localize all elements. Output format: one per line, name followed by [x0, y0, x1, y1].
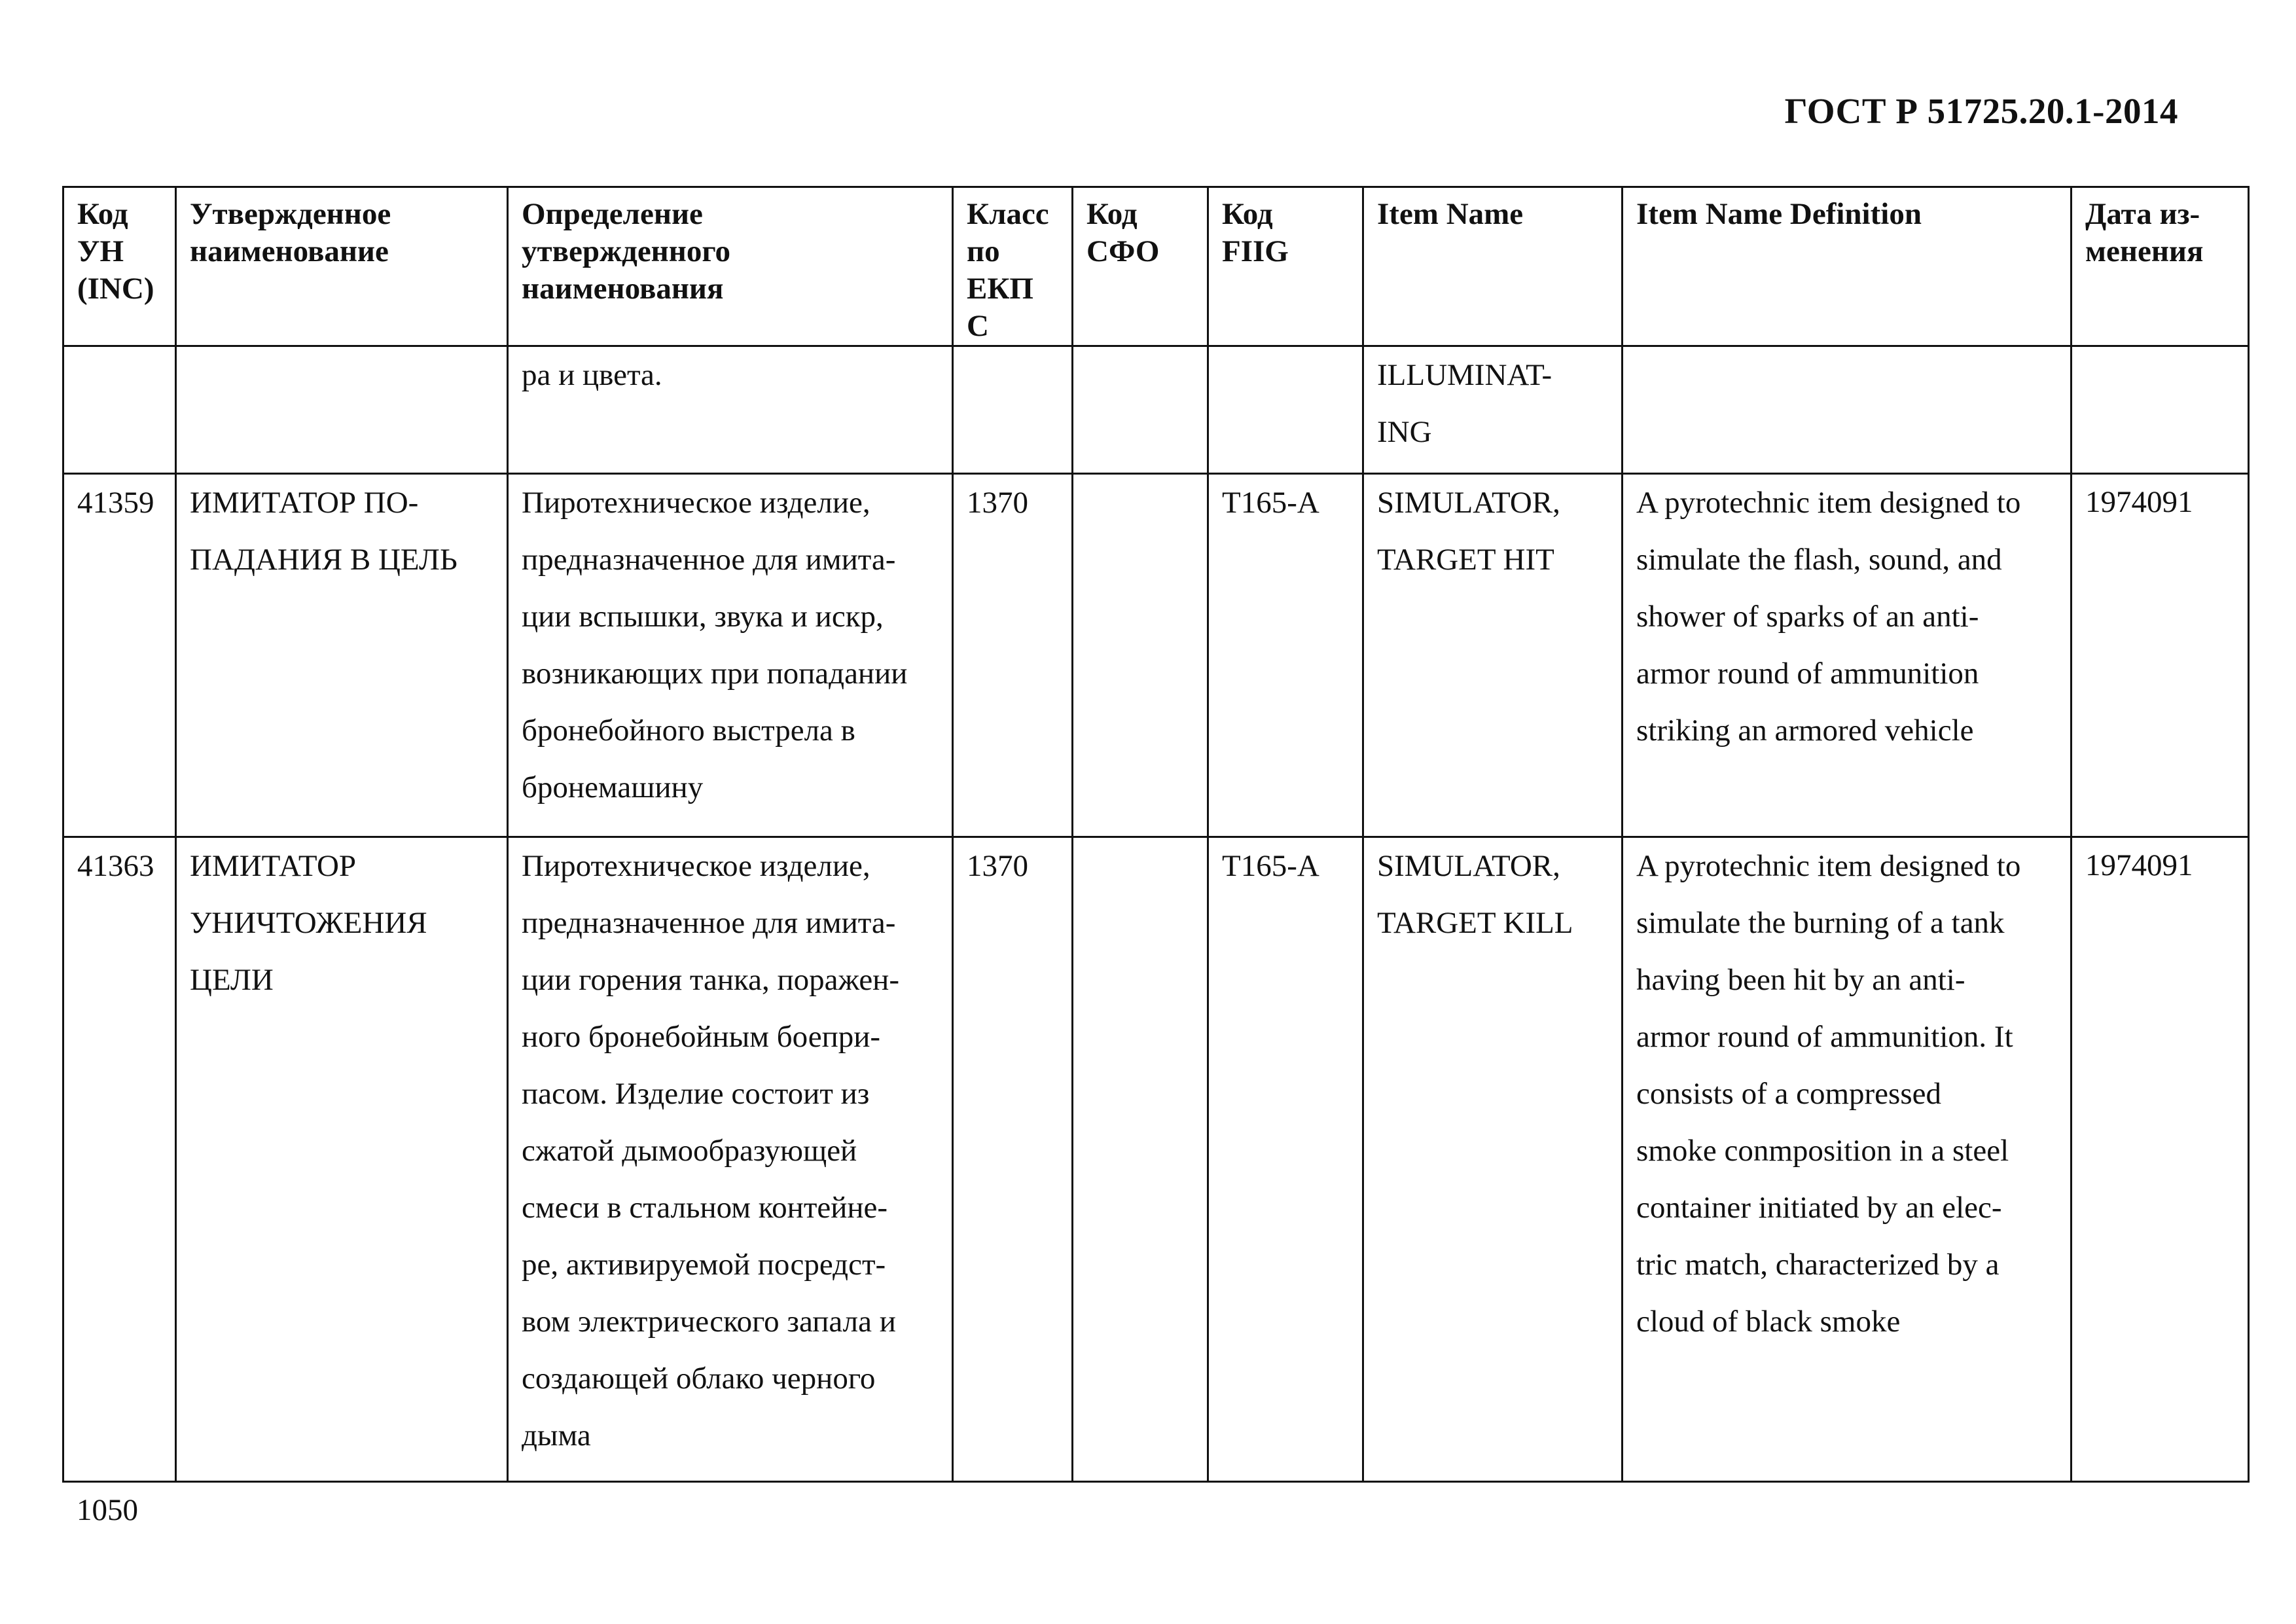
- cell-item-name: SIMULATOR, TARGET HIT: [1363, 474, 1623, 837]
- header-code-fiig: Код FIIG: [1208, 187, 1363, 346]
- cell-definition: ра и цвета.: [508, 346, 953, 474]
- header-code-inc: Код УН (INC): [63, 187, 176, 346]
- table-row: [63, 474, 2249, 837]
- cell-item-name-definition: A pyrotechnic item designed to simulate the flash, sound, and shower of sparks of an anti- armor round of ammunition striking an armored vehicle: [1623, 474, 2072, 837]
- cell-class-ekps: 1370: [953, 474, 1073, 837]
- cell-change-date: 1974091: [2072, 474, 2249, 837]
- item-name-table: [62, 186, 2250, 1483]
- header-item-name-definition: Item Name Definition: [1623, 187, 2072, 346]
- header-approved-name: Утвержденное наименование: [176, 187, 508, 346]
- cell-approved-name: ИМИТАТОР ПО- ПАДАНИЯ В ЦЕЛЬ: [176, 474, 508, 837]
- header-class-ekps: Класс по ЕКП С: [953, 187, 1073, 346]
- cell-code-sfo: [1073, 474, 1208, 837]
- cell-code-inc: [63, 346, 176, 474]
- cell-code-inc: 41359: [63, 474, 176, 837]
- table-row: [63, 837, 2249, 1482]
- cell-class-ekps: [953, 346, 1073, 474]
- cell-item-name-definition: [1623, 346, 2072, 474]
- cell-code-sfo: [1073, 837, 1208, 1482]
- cell-definition: Пиротехническое изделие, предназначенное для имита- ции вспышки, звука и искр, возникающих при попадании бронебойного выстрела в бронемашину: [508, 474, 953, 837]
- header-change-date: Дата из- менения: [2072, 187, 2249, 346]
- header-definition: Определение утвержденного наименования: [508, 187, 953, 346]
- cell-approved-name: [176, 346, 508, 474]
- header-code-sfo: Код СФО: [1073, 187, 1208, 346]
- cell-code-fiig: T165-A: [1208, 837, 1363, 1482]
- cell-item-name: SIMULATOR, TARGET KILL: [1363, 837, 1623, 1482]
- cell-change-date: [2072, 346, 2249, 474]
- cell-class-ekps: 1370: [953, 837, 1073, 1482]
- page-number: 1050: [77, 1493, 138, 1527]
- cell-approved-name: ИМИТАТОР УНИЧТОЖЕНИЯ ЦЕЛИ: [176, 837, 508, 1482]
- standard-designation: ГОСТ Р 51725.20.1-2014: [1784, 91, 2178, 131]
- header-item-name: Item Name: [1363, 187, 1623, 346]
- cell-code-inc: 41363: [63, 837, 176, 1482]
- cell-code-fiig: [1208, 346, 1363, 474]
- table-row: [63, 346, 2249, 474]
- cell-code-fiig: T165-A: [1208, 474, 1363, 837]
- cell-code-sfo: [1073, 346, 1208, 474]
- cell-change-date: 1974091: [2072, 837, 2249, 1482]
- cell-item-name-definition: A pyrotechnic item designed to simulate the burning of a tank having been hit by an anti- armor round of ammunition. It consists of a compressed smoke conmposition in a steel container initiated by an elec- tric match, characterized by a cloud of black smoke: [1623, 837, 2072, 1482]
- table-header-row: [63, 187, 2249, 346]
- cell-item-name: ILLUMINAT- ING: [1363, 346, 1623, 474]
- cell-definition: Пиротехническое изделие, предназначенное для имита- ции горения танка, поражен- ного бронебойным боепри- пасом. Изделие состоит из сжатой дымообразующей смеси в стальном контейне- ре, активируемой посредст- вом электрического запала и создающей облако черного дыма: [508, 837, 953, 1482]
